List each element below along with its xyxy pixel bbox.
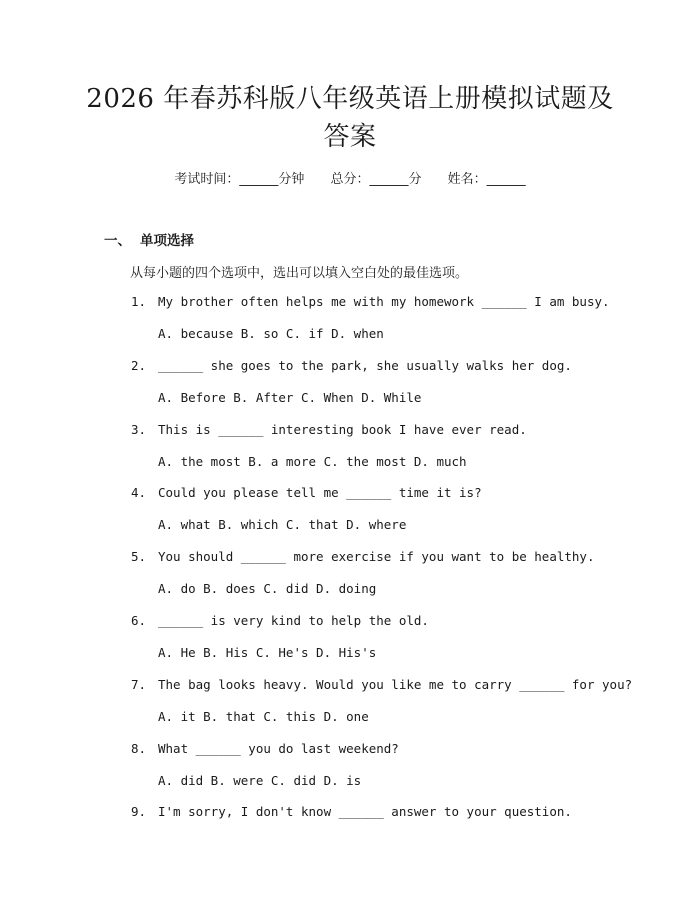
exam-time-field: 考试时间：______分钟 [174, 172, 305, 187]
section-number: 一、 [104, 233, 131, 249]
question-text: ______ she goes to the park, she usually walks her dog. [158, 358, 572, 373]
question-options: A. what B. which C. that D. where [158, 517, 407, 532]
question-number: 4. [131, 485, 147, 500]
section-heading [104, 229, 194, 249]
document-title [80, 80, 620, 156]
question-text: I'm sorry, I don't know ______ answer to your question. [158, 804, 572, 819]
question-text: Could you please tell me ______ time it is? [158, 485, 482, 500]
question-number: 2. [131, 358, 147, 373]
title-line-2: 答案 [323, 122, 377, 152]
question-number: 5. [131, 549, 147, 564]
question-options: A. did B. were C. did D. is [158, 773, 362, 788]
question-options: A. He B. His C. He's D. His's [158, 645, 377, 660]
question-options: A. it B. that C. this D. one [158, 709, 369, 724]
question-options: A. the most B. a more C. the most D. much [158, 454, 467, 469]
question-options: A. do B. does C. did D. doing [158, 581, 377, 596]
question-options: A. because B. so C. if D. when [158, 326, 384, 341]
question-text: My brother often helps me with my homework ______ I am busy. [158, 294, 610, 309]
total-score-field: 总分：______分 [330, 172, 422, 187]
question-number: 6. [131, 613, 147, 628]
exam-meta [0, 168, 700, 187]
section-title: 单项选择 [140, 233, 194, 249]
title-line-1: 2026 年春苏科版八年级英语上册模拟试题及 [86, 84, 614, 114]
question-text: The bag looks heavy. Would you like me to carry ______ for you? [158, 677, 633, 692]
student-name-field: 姓名：______ [447, 172, 526, 187]
question-number: 1. [131, 294, 147, 309]
question-options: A. Before B. After C. When D. While [158, 390, 422, 405]
question-number: 7. [131, 677, 147, 692]
question-number: 3. [131, 422, 147, 437]
section-instruction: 从每小题的四个选项中，选出可以填入空白处的最佳选项。 [130, 266, 469, 281]
question-number: 8. [131, 741, 147, 756]
question-text: ______ is very kind to help the old. [158, 613, 429, 628]
question-number: 9. [131, 804, 147, 819]
question-text: This is ______ interesting book I have ever read. [158, 422, 527, 437]
question-text: What ______ you do last weekend? [158, 741, 399, 756]
question-text: You should ______ more exercise if you want to be healthy. [158, 549, 595, 564]
